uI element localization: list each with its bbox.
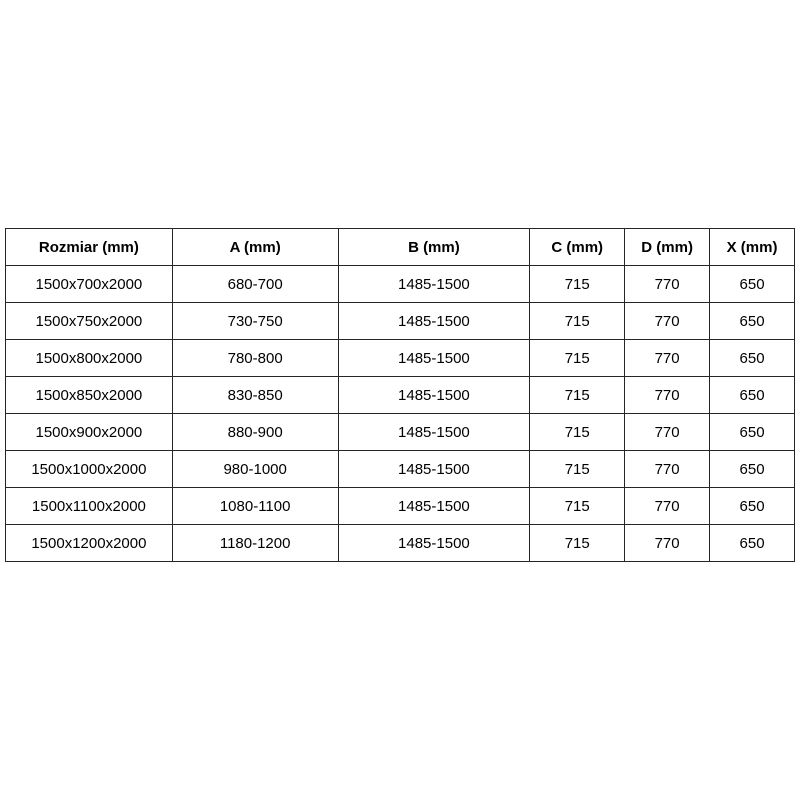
table-cell: 1500x1200x2000: [6, 525, 173, 562]
table-cell: 1500x1000x2000: [6, 451, 173, 488]
table-cell: 1485-1500: [338, 488, 530, 525]
table-cell: 715: [530, 525, 625, 562]
table-row: [6, 451, 795, 488]
table-cell: 1485-1500: [338, 525, 530, 562]
table-cell: 1500x1100x2000: [6, 488, 173, 525]
size-spec-table-container: [5, 228, 795, 562]
table-row: [6, 377, 795, 414]
table-cell: 650: [710, 266, 795, 303]
table-row: [6, 266, 795, 303]
column-header: A (mm): [172, 229, 338, 266]
table-cell: 770: [625, 266, 710, 303]
table-row: [6, 488, 795, 525]
column-header: Rozmiar (mm): [6, 229, 173, 266]
table-cell: 1500x850x2000: [6, 377, 173, 414]
table-cell: 650: [710, 377, 795, 414]
table-cell: 1500x750x2000: [6, 303, 173, 340]
column-header: D (mm): [625, 229, 710, 266]
table-cell: 715: [530, 303, 625, 340]
table-row: [6, 414, 795, 451]
table-cell: 1500x700x2000: [6, 266, 173, 303]
table-cell: 715: [530, 377, 625, 414]
table-cell: 730-750: [172, 303, 338, 340]
table-cell: 770: [625, 451, 710, 488]
column-header: B (mm): [338, 229, 530, 266]
table-cell: 770: [625, 377, 710, 414]
table-cell: 1485-1500: [338, 303, 530, 340]
table-cell: 780-800: [172, 340, 338, 377]
column-header: X (mm): [710, 229, 795, 266]
table-cell: 1080-1100: [172, 488, 338, 525]
table-cell: 770: [625, 525, 710, 562]
table-cell: 715: [530, 414, 625, 451]
table-cell: 715: [530, 266, 625, 303]
table-row: [6, 525, 795, 562]
table-cell: 770: [625, 488, 710, 525]
table-cell: 715: [530, 340, 625, 377]
table-cell: 880-900: [172, 414, 338, 451]
table-cell: 650: [710, 451, 795, 488]
table-cell: 1485-1500: [338, 451, 530, 488]
table-row: [6, 303, 795, 340]
table-row: [6, 340, 795, 377]
table-cell: 715: [530, 451, 625, 488]
table-body: [6, 266, 795, 562]
table-cell: 1485-1500: [338, 266, 530, 303]
table-cell: 650: [710, 488, 795, 525]
table-cell: 770: [625, 414, 710, 451]
table-cell: 770: [625, 340, 710, 377]
table-cell: 770: [625, 303, 710, 340]
table-cell: 1500x800x2000: [6, 340, 173, 377]
table-cell: 650: [710, 525, 795, 562]
table-head: [6, 229, 795, 266]
table-cell: 650: [710, 303, 795, 340]
table-cell: 1485-1500: [338, 377, 530, 414]
table-cell: 1500x900x2000: [6, 414, 173, 451]
table-cell: 830-850: [172, 377, 338, 414]
table-cell: 1485-1500: [338, 414, 530, 451]
table-cell: 650: [710, 414, 795, 451]
column-header: C (mm): [530, 229, 625, 266]
table-cell: 1485-1500: [338, 340, 530, 377]
table-cell: 650: [710, 340, 795, 377]
size-spec-table: [5, 228, 795, 562]
header-row: [6, 229, 795, 266]
table-cell: 680-700: [172, 266, 338, 303]
table-cell: 1180-1200: [172, 525, 338, 562]
table-cell: 715: [530, 488, 625, 525]
table-cell: 980-1000: [172, 451, 338, 488]
